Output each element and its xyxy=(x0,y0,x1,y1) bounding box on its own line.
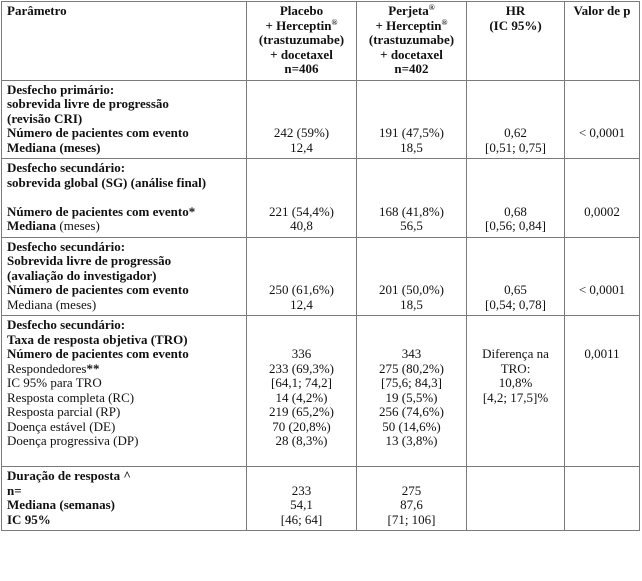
row-label: Duração de resposta ^ n= Mediana (semanas) IC 95% xyxy=(2,467,247,531)
p-value-cell: 0,0011 xyxy=(565,316,640,467)
placebo-cell: 221 (54,4%) 40,8 xyxy=(247,159,357,238)
p-value-cell xyxy=(565,467,640,531)
row-label: Desfecho primário: sobrevida livre de progressão (revisão CRI) Número de pacientes com evento Mediana (meses) xyxy=(2,80,247,159)
table-row xyxy=(2,80,640,159)
row-label: Desfecho secundário: Sobrevida livre de progressão (avaliação do investigador) Número de pacientes com evento Mediana (meses) xyxy=(2,237,247,316)
table-row xyxy=(2,316,640,467)
placebo-cell: 336 233 (69,3%) [64,1; 74,2] 14 (4,2%) 219 (65,2%) 70 (20,8%) 28 (8,3%) xyxy=(247,316,357,467)
placebo-cell: 233 54,1 [46; 64] xyxy=(247,467,357,531)
table-row xyxy=(2,467,640,531)
perjeta-cell: 201 (50,0%) 18,5 xyxy=(357,237,467,316)
row-label: Desfecho secundário: sobrevida global (SG) (análise final) Número de pacientes com evento* Mediana (meses) xyxy=(2,159,247,238)
header-perjeta: Perjeta® + Herceptin® (trastuzumabe) + docetaxel n=402 xyxy=(357,2,467,81)
results-table xyxy=(1,1,640,531)
hr-cell: Diferença na TRO: 10,8% [4,2; 17,5]% xyxy=(467,316,565,467)
p-value-cell: < 0,0001 xyxy=(565,237,640,316)
placebo-cell: 250 (61,6%) 12,4 xyxy=(247,237,357,316)
hr-cell: 0,65 [0,54; 0,78] xyxy=(467,237,565,316)
table-row xyxy=(2,237,640,316)
header-param: Parâmetro xyxy=(2,2,247,81)
p-value-cell: 0,0002 xyxy=(565,159,640,238)
hr-cell xyxy=(467,467,565,531)
hr-cell: 0,68 [0,56; 0,84] xyxy=(467,159,565,238)
perjeta-cell: 275 87,6 [71; 106] xyxy=(357,467,467,531)
header-placebo: Placebo + Herceptin® (trastuzumabe) + docetaxel n=406 xyxy=(247,2,357,81)
hr-cell: 0,62 [0,51; 0,75] xyxy=(467,80,565,159)
row-label: Desfecho secundário: Taxa de resposta objetiva (TRO) Número de pacientes com evento Respondedores** IC 95% para TRO Resposta completa (RC) Resposta parcial (RP) Doença estável (DE) Doença progressiva (DP) xyxy=(2,316,247,467)
p-value-cell: < 0,0001 xyxy=(565,80,640,159)
table-row xyxy=(2,159,640,238)
header-hr: HR (IC 95%) xyxy=(467,2,565,81)
placebo-cell: 242 (59%) 12,4 xyxy=(247,80,357,159)
header-p-value: Valor de p xyxy=(565,2,640,81)
header-row xyxy=(2,2,640,81)
perjeta-cell: 191 (47,5%) 18,5 xyxy=(357,80,467,159)
perjeta-cell: 168 (41,8%) 56,5 xyxy=(357,159,467,238)
perjeta-cell: 343 275 (80,2%) [75,6; 84,3] 19 (5,5%) 256 (74,6%) 50 (14,6%) 13 (3,8%) xyxy=(357,316,467,467)
